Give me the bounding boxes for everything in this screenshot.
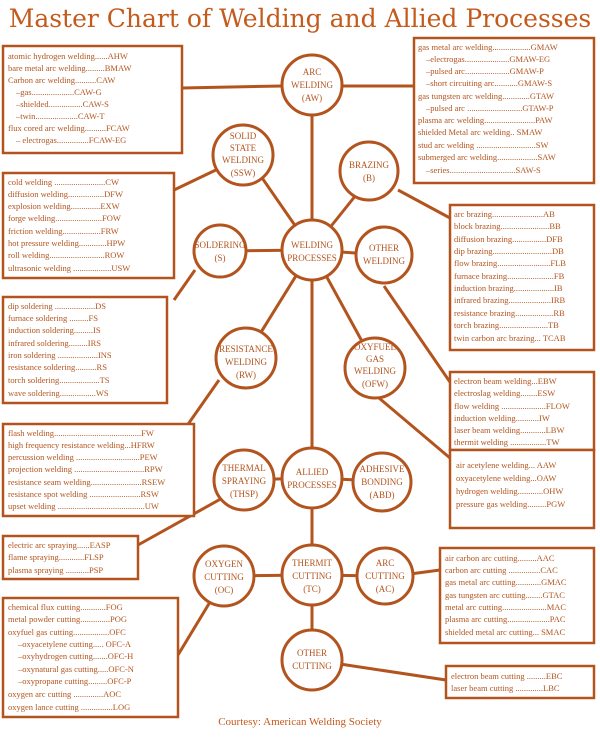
- box-entry: flux cored arc welding..........FCAW: [8, 123, 130, 133]
- circle-label: SOLID: [229, 131, 257, 141]
- connector-line: [174, 270, 195, 300]
- box-entry: –gas....................CAW-G: [16, 87, 102, 97]
- circle-label: SPRAYING: [221, 476, 267, 486]
- box-entry: –oxyacetylene cutting..... OFC-A: [18, 639, 132, 649]
- box-entry: induction welding...........IW: [454, 413, 550, 423]
- circle-label: (OC): [214, 585, 234, 595]
- box-entry: electric arc spraying......EASP: [8, 540, 111, 550]
- box-entry: arc brazing........................AB: [454, 209, 555, 219]
- circle-adhesive-bonding: [353, 453, 411, 511]
- circle-label: SOLDERING: [194, 240, 246, 250]
- box-entry: bare metal arc welding.........BMAW: [8, 63, 132, 73]
- box-entry: electron beam cutting .........EBC: [451, 671, 563, 681]
- box-entry: flash welding.........................................FW: [8, 428, 154, 438]
- circle-label: (AW): [301, 93, 323, 103]
- box-entry: submerged arc welding...................SAW: [418, 152, 556, 162]
- circle-thermal-spraying: [214, 450, 274, 510]
- circle-label: STATE: [229, 143, 257, 153]
- box-entry: –pulsed arc.....................GMAW-P: [426, 66, 544, 76]
- circle-label: PROCESSES: [287, 480, 337, 490]
- box-entry: –shielded................CAW-S: [16, 99, 109, 109]
- connector-line: [184, 380, 219, 430]
- circle-thermit-cutting: [282, 545, 342, 605]
- circle-label: OXYFUEL: [354, 342, 396, 352]
- circle-label: ALLIED: [295, 467, 329, 477]
- box-entry: –pulsed arc ..........................GTAW-P: [426, 103, 554, 113]
- box-entry: torch soldering...................TS: [8, 375, 110, 385]
- box-entry: – electrogas...............FCAW-EG: [16, 135, 127, 145]
- box-entry: high frequency resistance welding...HFRW: [8, 440, 155, 450]
- box-entry: electron beam welding...EBW: [454, 376, 557, 386]
- box-entry: flame spraying............FLSP: [8, 552, 104, 562]
- box-entry: twin carbon arc brazing... TCAB: [454, 333, 566, 343]
- box-entry: thermit welding .................TW: [454, 437, 560, 447]
- box-soldering-list: [3, 297, 167, 403]
- box-entry: oxygen arc cutting ..............AOC: [8, 689, 122, 699]
- circle-label: ARC: [302, 67, 322, 77]
- circle-label: ARC: [375, 558, 395, 568]
- box-entry: hot pressure welding.............HPW: [8, 238, 126, 248]
- box-arc-welding-list-left: [3, 46, 182, 153]
- box-entry: hydrogen welding............OHW: [456, 486, 564, 496]
- box-solid-state-list: [3, 173, 174, 278]
- box-other-cutting-list: [446, 666, 594, 698]
- circle-label: OTHER: [297, 648, 327, 658]
- box-entry: plasma arc welding........................PAW: [418, 115, 553, 125]
- box-entry: explosion welding..............EXW: [8, 201, 120, 211]
- credit-line: Courtesy: American Welding Society: [218, 716, 382, 728]
- circle-label: (B): [363, 173, 375, 183]
- box-entry: induction brazing...................IB: [454, 283, 563, 293]
- box-entry: roll welding..........................ROW: [8, 250, 125, 260]
- circle-label: (AC): [375, 584, 395, 594]
- box-entry: block brazing.......................BB: [454, 221, 561, 231]
- circle-label: RESISTANCE: [219, 344, 273, 354]
- box-entry: carbon arc cutting ...............CAC: [445, 565, 558, 575]
- box-arc-welding-list-right: [414, 38, 594, 183]
- box-entry: iron soldering ...................INS: [8, 350, 112, 360]
- chart-title: Master Chart of Welding and Allied Processes: [8, 4, 592, 33]
- circle-arc-welding: [282, 55, 342, 115]
- box-entry: oxygen lance cutting ...............LOG: [8, 702, 131, 712]
- box-entry: wave soldering.................WS: [8, 388, 109, 398]
- box-entry: –oxypropane cutting.........OFC-P: [18, 676, 132, 686]
- circle-label: OXYGEN: [205, 559, 243, 569]
- box-entry: projection welding .................................RPW: [8, 464, 163, 474]
- box-entry: flow welding .....................FLOW: [454, 401, 570, 411]
- connector-line: [178, 602, 210, 655]
- box-entry: air carbon arc cutting.........AAC: [445, 553, 555, 563]
- circle-label: (TC): [303, 584, 321, 594]
- connector-line: [340, 664, 446, 680]
- box-entry: –short circuiting arc...........GMAW-S: [426, 78, 553, 88]
- box-entry: percussion welding ..............................PEW: [8, 452, 158, 462]
- box-entry: forge welding......................FOW: [8, 213, 121, 223]
- circle-label: CUTTING: [292, 661, 332, 671]
- box-entry: electroslag welding........ESW: [454, 388, 556, 398]
- box-entry: oxyfuel gas cutting.................OFC: [8, 627, 126, 637]
- connector-line: [410, 570, 440, 574]
- box-entry: infrared brazing....................IRB: [454, 295, 566, 305]
- circle-other-welding: [356, 227, 412, 283]
- circle-soldering: [194, 225, 246, 277]
- box-entry: Carbon arc welding..........CAW: [8, 75, 116, 85]
- box-entry: gas tungsten arc welding.............GTAW: [418, 91, 555, 101]
- circle-label: GAS: [365, 354, 385, 364]
- circle-label: (OFW): [362, 379, 388, 389]
- circle-label: BRAZING: [349, 160, 389, 170]
- box-entry: diffusion welding.................DFW: [8, 189, 124, 199]
- circle-label: WELDING: [354, 366, 396, 376]
- box-brazing-list: [450, 205, 594, 350]
- circle-other-cutting: [282, 630, 342, 690]
- circle-label: CUTTING: [204, 572, 244, 582]
- box-other-welding-list: [450, 372, 594, 450]
- box-thermal-spraying-list: [3, 536, 138, 579]
- circle-label: THERMAL: [222, 463, 266, 473]
- box-entry: laser beam cutting .............LBC: [451, 683, 560, 693]
- circle-welding-processes: [282, 220, 342, 280]
- circle-label: PROCESSES: [287, 253, 337, 263]
- circle-label: WELDING: [225, 357, 267, 367]
- box-entry: gas tungsten arc cutting........GTAC: [445, 590, 565, 600]
- circle-label: (RW): [236, 370, 256, 380]
- box-entry: shielded Metal arc welding.. SMAW: [418, 127, 543, 137]
- circle-label: WELDING: [291, 80, 333, 90]
- box-entry: resistance spot welding ........................RSW: [8, 489, 159, 499]
- box-entry: –oxynatural gas cutting.....OFC-N: [18, 664, 134, 674]
- box-entry: oxyacetylene welding...OAW: [456, 473, 557, 483]
- connector-line: [182, 86, 282, 88]
- box-entry: gas metal arc cutting............GMAC: [445, 577, 567, 587]
- box-entry: gas metal arc welding..................GMAW: [418, 42, 558, 52]
- connector-line: [174, 168, 220, 190]
- circle-label: ADHESIVE: [359, 464, 405, 474]
- box-entry: pressure gas welding.........PGW: [456, 499, 566, 509]
- box-entry: chemical flux cutting............FOG: [8, 602, 123, 612]
- box-entry: resistance soldering..........RS: [8, 362, 107, 372]
- box-entry: metal powder cutting..............POG: [8, 614, 127, 624]
- box-entry: –series...............................SAW-S: [426, 165, 541, 175]
- circle-allied-processes: [282, 448, 342, 508]
- circle-label: WELDING: [363, 256, 405, 266]
- circle-label: CUTTING: [292, 571, 332, 581]
- circle-oxygen-cutting: [194, 546, 254, 606]
- box-resistance-list: [3, 424, 194, 516]
- box-entry: furnace brazing......................FB: [454, 271, 565, 281]
- circle-label: WELDING: [291, 240, 333, 250]
- box-entry: air acetylene welding... AAW: [456, 460, 557, 470]
- box-oxygen-cutting-list: [3, 598, 178, 717]
- box-entry: dip brazing............................DB: [454, 246, 564, 256]
- box-entry: resistance brazing..................RB: [454, 308, 565, 318]
- box-arc-cutting-list: [440, 548, 594, 643]
- box-entry: upset welding .........................................UW: [8, 501, 159, 511]
- circle-label: (THSP): [229, 489, 259, 499]
- circle-solid-state-welding: [213, 125, 273, 185]
- box-entry: furnace soldering .........FS: [8, 313, 98, 323]
- circle-resistance-welding: [216, 328, 276, 388]
- box-entry: resistance seam welding........................RSEW: [8, 477, 166, 487]
- box-oxyfuel-list: [450, 450, 594, 528]
- box-entry: shielded metal arc cutting... SMAC: [445, 627, 566, 637]
- box-entry: plasma arc cutting....................PAC: [445, 614, 566, 624]
- box-entry: dip soldering ...................DS: [8, 301, 106, 311]
- box-entry: flow brazing.........................FLB: [454, 258, 566, 268]
- box-entry: ultrasonic welding ..................USW: [8, 263, 131, 273]
- box-entry: torch brazing.......................TB: [454, 320, 559, 330]
- box-entry: infrared soldering.........IRS: [8, 338, 102, 348]
- box-entry: metal arc cutting.....................MAC: [445, 602, 567, 612]
- box-entry: –twin....................CAW-T: [16, 111, 105, 121]
- box-entry: friction welding..................FRW: [8, 226, 119, 236]
- circle-label: CUTTING: [365, 571, 405, 581]
- circle-label: BONDING: [361, 477, 403, 487]
- box-entry: atomic hydrogen welding......AHW: [8, 51, 128, 61]
- connector-line: [398, 190, 450, 218]
- circle-label: (SSW): [230, 168, 256, 178]
- box-entry: diffusion brazing................DFB: [454, 234, 563, 244]
- circle-label: WELDING: [222, 155, 264, 165]
- box-entry: –oxyhydrogen cutting.......OFC-H: [18, 651, 134, 661]
- circle-label: THERMIT: [292, 558, 332, 568]
- circle-oxyfuel-gas-welding: [345, 338, 405, 398]
- circle-arc-cutting: [357, 548, 413, 604]
- box-entry: cold welding ........................CW: [8, 177, 119, 187]
- circle-label: (ABD): [369, 490, 395, 500]
- box-entry: laser beam welding............LBW: [454, 425, 565, 435]
- circle-brazing: [340, 142, 398, 200]
- box-entry: –electrogas.....................GMAW-EG: [426, 54, 551, 64]
- box-entry: induction soldering.........IS: [8, 325, 101, 335]
- circle-label: OTHER: [369, 243, 399, 253]
- box-entry: stud arc welding ............................SW: [418, 140, 549, 150]
- box-entry: plasma spraying ...........PSP: [8, 565, 104, 575]
- circle-label: (S): [214, 253, 226, 263]
- connector-line: [379, 398, 450, 458]
